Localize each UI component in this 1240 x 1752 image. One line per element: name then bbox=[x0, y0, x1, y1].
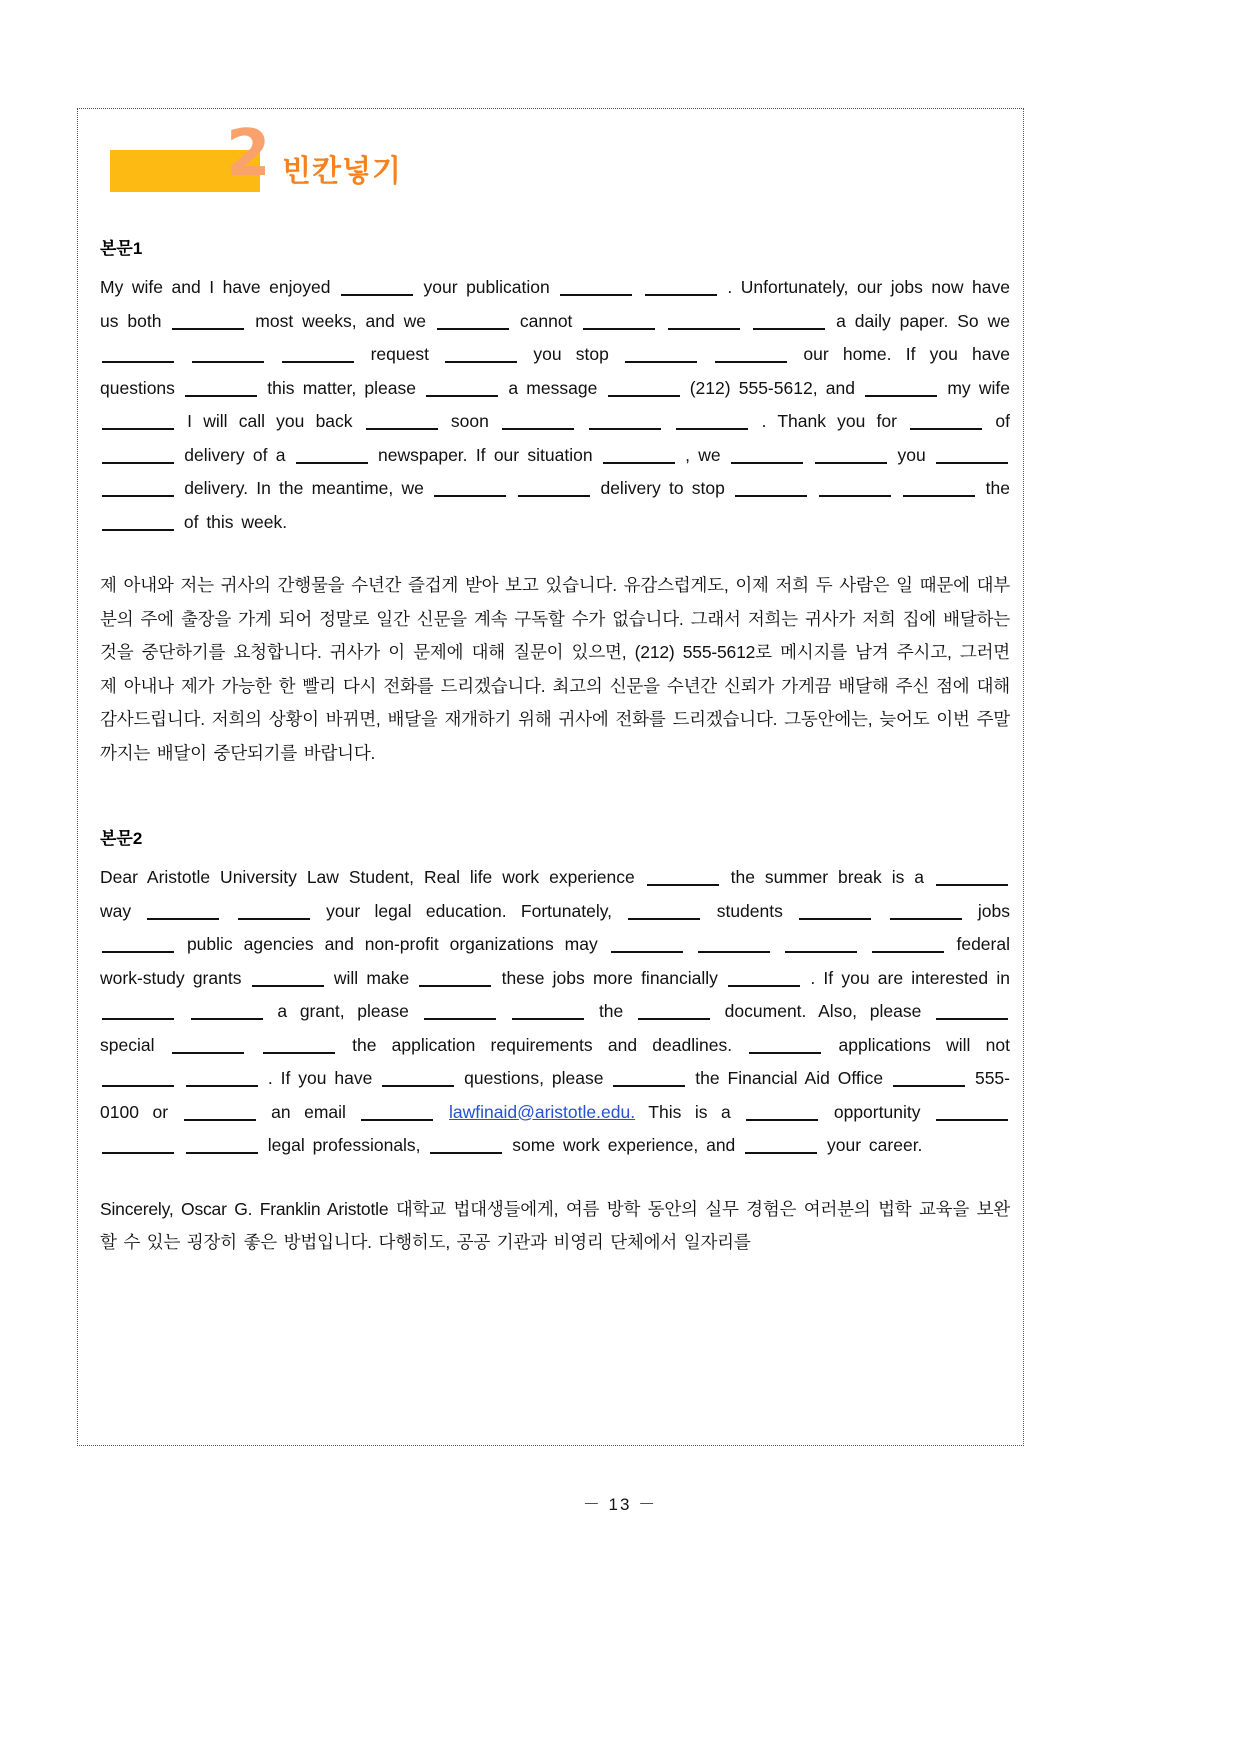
fill-in-blank[interactable] bbox=[745, 1152, 817, 1154]
fill-in-blank[interactable] bbox=[424, 1018, 496, 1020]
fill-in-blank[interactable] bbox=[512, 1018, 584, 1020]
fill-in-blank[interactable] bbox=[185, 395, 257, 397]
fill-in-blank[interactable] bbox=[746, 1119, 818, 1121]
fill-in-blank[interactable] bbox=[628, 918, 700, 920]
fill-in-blank[interactable] bbox=[238, 918, 310, 920]
paragraph-english-1: My wife and I have enjoyed your publication . Unfortunately, our jobs now have us both most weeks, and we cannot a daily paper. So we request you stop our home. If you have questions this matter, please a message (212) 555-5612, and my wife I will call you back soon . Thank you for of delivery of a newspaper. If our situation , we you delivery. In the meantime, we delivery to stop the of this week. bbox=[100, 277, 1010, 532]
fill-in-blank[interactable] bbox=[731, 462, 803, 464]
email-link[interactable]: lawfinaid@aristotle.edu. bbox=[449, 1101, 636, 1122]
fill-in-blank[interactable] bbox=[502, 428, 574, 430]
fill-in-blank[interactable] bbox=[872, 951, 944, 953]
fill-in-blank[interactable] bbox=[936, 462, 1008, 464]
fill-in-blank[interactable] bbox=[611, 951, 683, 953]
fill-in-blank[interactable] bbox=[434, 495, 506, 497]
spacer bbox=[100, 539, 1010, 569]
paragraph-english-2 bbox=[100, 861, 1010, 1163]
fill-in-blank[interactable] bbox=[613, 1085, 685, 1087]
fill-in-blank[interactable] bbox=[890, 918, 962, 920]
page-number: － 13 － bbox=[582, 1495, 658, 1514]
fill-in-blank[interactable] bbox=[715, 361, 787, 363]
fill-in-blank[interactable] bbox=[799, 918, 871, 920]
paragraph-korean-1: 제 아내와 저는 귀사의 간행물을 수년간 즐겁게 받아 보고 있습니다. 유감스럽게도, 이제 저희 두 사람은 일 때문에 대부분의 주에 출장을 가게 되어 정말로 일간 신문을 계속 구독할 수가 없습니다. 그래서 저희는 귀사가 저희 집에 배달하는 것을 중단하기를 요청합니다. 귀사가 이 문제에 대해 질문이 있으면, (212) 555-5612로 메시지를 남겨 주시고, 그러면 제 아내나 제가 가능한 한 빨리 다시 전화를 드리겠습니다. 최고의 신문을 수년간 신뢰가 가게끔 배달해 주신 점에 대해 감사드립니다. 저희의 상황이 바뀌면, 배달을 재개하기 위해 귀사에 전화를 드리겠습니다. 그동안에는, 늦어도 이번 주말까지는 배달이 중단되기를 바랍니다. bbox=[100, 575, 1010, 763]
fill-in-blank[interactable] bbox=[589, 428, 661, 430]
fill-in-blank[interactable] bbox=[172, 328, 244, 330]
fill-in-blank[interactable] bbox=[936, 884, 1008, 886]
fill-in-blank[interactable] bbox=[263, 1052, 335, 1054]
fill-in-blank[interactable] bbox=[102, 951, 174, 953]
fill-in-blank[interactable] bbox=[728, 985, 800, 987]
fill-in-blank[interactable] bbox=[102, 462, 174, 464]
fill-in-blank[interactable] bbox=[647, 884, 719, 886]
fill-in-blank[interactable] bbox=[102, 529, 174, 531]
fill-in-blank[interactable] bbox=[910, 428, 982, 430]
fill-in-blank[interactable] bbox=[186, 1085, 258, 1087]
fill-in-blank[interactable] bbox=[815, 462, 887, 464]
fill-in-blank[interactable] bbox=[426, 395, 498, 397]
fill-in-blank[interactable] bbox=[341, 294, 413, 296]
fill-in-blank[interactable] bbox=[102, 1018, 174, 1020]
fill-in-blank[interactable] bbox=[865, 395, 937, 397]
fill-in-blank[interactable] bbox=[102, 1085, 174, 1087]
fill-in-blank[interactable] bbox=[366, 428, 438, 430]
fill-in-blank[interactable] bbox=[603, 462, 675, 464]
fill-in-blank[interactable] bbox=[668, 328, 740, 330]
fill-in-blank[interactable] bbox=[184, 1119, 256, 1121]
fill-in-blank[interactable] bbox=[819, 495, 891, 497]
section-header bbox=[100, 117, 1010, 208]
header-title: 빈칸넣기 bbox=[282, 155, 402, 188]
fill-in-blank[interactable] bbox=[645, 294, 717, 296]
fill-in-blank[interactable] bbox=[102, 495, 174, 497]
section-label-2: 본문2 bbox=[100, 829, 143, 848]
header-number: 2 bbox=[226, 117, 270, 191]
fill-in-blank[interactable] bbox=[936, 1018, 1008, 1020]
fill-in-blank[interactable] bbox=[638, 1018, 710, 1020]
fill-in-blank[interactable] bbox=[560, 294, 632, 296]
fill-in-blank[interactable] bbox=[753, 328, 825, 330]
fill-in-blank[interactable] bbox=[192, 361, 264, 363]
fill-in-blank[interactable] bbox=[698, 951, 770, 953]
fill-in-blank[interactable] bbox=[361, 1119, 433, 1121]
fill-in-blank[interactable] bbox=[735, 495, 807, 497]
section-bonmun2 bbox=[100, 824, 1010, 1260]
spacer bbox=[100, 1163, 1010, 1193]
section-bonmun1 bbox=[100, 234, 1010, 770]
fill-in-blank[interactable] bbox=[583, 328, 655, 330]
english-2-part1: Dear Aristotle University Law Student, Real life work experience the summer break is a way your legal education. Fortunately, students jobs public agencies and non-profit organizations may federal work-study grants will make these jobs more financially . If you are interested in a grant, please the document. Also, please special the application requirements and deadlines. applications will not . If you have questions, please the Financial Aid Office 555-0100 or an email bbox=[100, 867, 1010, 1122]
fill-in-blank[interactable] bbox=[749, 1052, 821, 1054]
paragraph-korean-2: Sincerely, Oscar G. Franklin Aristotle 대학교 법대생들에게, 여름 방학 동안의 실무 경험은 여러분의 법학 교육을 보완할 수 있는 굉장히 좋은 방법입니다. 다행히도, 공공 기관과 비영리 단체에서 일자리를 bbox=[100, 1198, 1010, 1252]
fill-in-blank[interactable] bbox=[625, 361, 697, 363]
section-label-1: 본문1 bbox=[100, 239, 143, 258]
fill-in-blank[interactable] bbox=[252, 985, 324, 987]
fill-in-blank[interactable] bbox=[608, 395, 680, 397]
fill-in-blank[interactable] bbox=[785, 951, 857, 953]
fill-in-blank[interactable] bbox=[102, 428, 174, 430]
fill-in-blank[interactable] bbox=[191, 1018, 263, 1020]
page-content bbox=[100, 117, 1010, 1268]
fill-in-blank[interactable] bbox=[172, 1052, 244, 1054]
fill-in-blank[interactable] bbox=[147, 918, 219, 920]
fill-in-blank[interactable] bbox=[936, 1119, 1008, 1121]
fill-in-blank[interactable] bbox=[102, 1152, 174, 1154]
fill-in-blank[interactable] bbox=[430, 1152, 502, 1154]
spacer bbox=[100, 778, 1010, 824]
fill-in-blank[interactable] bbox=[186, 1152, 258, 1154]
fill-in-blank[interactable] bbox=[102, 361, 174, 363]
fill-in-blank[interactable] bbox=[419, 985, 491, 987]
fill-in-blank[interactable] bbox=[437, 328, 509, 330]
english-2-part2: This is a opportunity legal professionals, some work experience, and your career. bbox=[100, 1102, 1010, 1156]
page-footer bbox=[0, 1490, 1240, 1515]
fill-in-blank[interactable] bbox=[676, 428, 748, 430]
fill-in-blank[interactable] bbox=[903, 495, 975, 497]
fill-in-blank[interactable] bbox=[296, 462, 368, 464]
fill-in-blank[interactable] bbox=[518, 495, 590, 497]
fill-in-blank[interactable] bbox=[893, 1085, 965, 1087]
fill-in-blank[interactable] bbox=[445, 361, 517, 363]
fill-in-blank[interactable] bbox=[282, 361, 354, 363]
fill-in-blank[interactable] bbox=[382, 1085, 454, 1087]
